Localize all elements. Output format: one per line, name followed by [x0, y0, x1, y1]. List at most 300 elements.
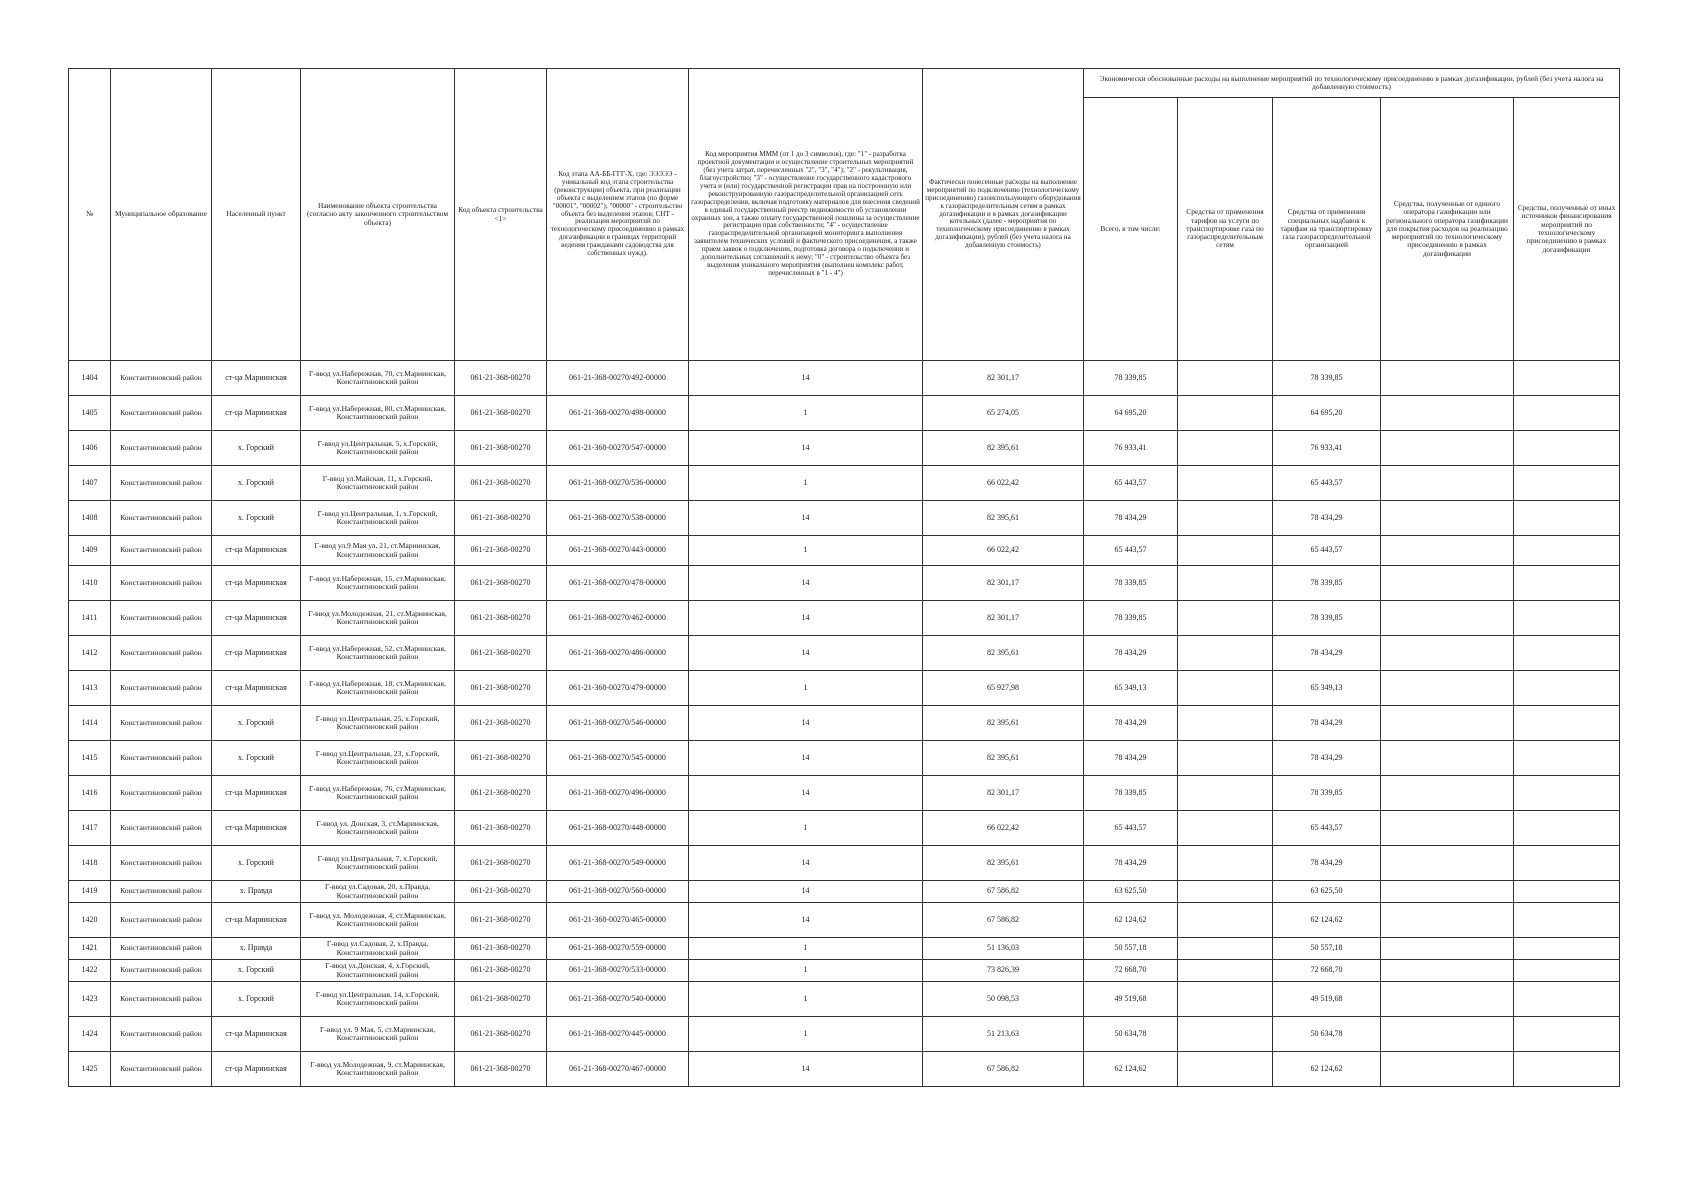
object-name-cell: Г-ввод ул.Центральная, 25, х.Горский, Константиновский район	[301, 706, 455, 741]
settlement-cell: х. Горский	[212, 960, 301, 982]
settlement-cell: х. Горский	[212, 846, 301, 881]
other-sources-cell	[1514, 466, 1620, 501]
table-row	[69, 361, 1620, 396]
tariff-funds-cell	[1178, 776, 1273, 811]
other-sources-cell	[1514, 431, 1620, 466]
municipality-cell: Константиновский район	[111, 601, 212, 636]
actual-costs-cell: 65 927,98	[923, 671, 1084, 706]
activity-code-cell: 14	[689, 846, 923, 881]
special-surcharge-cell: 65 349,13	[1273, 671, 1381, 706]
total-cell: 64 695,20	[1084, 396, 1178, 431]
tariff-funds-cell	[1178, 361, 1273, 396]
col-header-total: Всего, в том числе:	[1084, 98, 1178, 361]
activity-code-cell: 1	[689, 938, 923, 960]
other-sources-cell	[1514, 846, 1620, 881]
activity-code-cell: 14	[689, 741, 923, 776]
other-sources-cell	[1514, 536, 1620, 566]
settlement-cell: ст-ца Мариинская	[212, 396, 301, 431]
settlement-cell: ст-ца Мариинская	[212, 811, 301, 846]
other-sources-cell	[1514, 361, 1620, 396]
tariff-funds-cell	[1178, 536, 1273, 566]
settlement-cell: х. Горский	[212, 431, 301, 466]
object-name-cell: Г-ввод ул.Набережная, 18, ст.Мариинская, Константиновский район	[301, 671, 455, 706]
object-name-cell: Г-ввод ул.Центральная, 14, х.Горский, Константиновский район	[301, 982, 455, 1017]
actual-costs-cell: 82 395,61	[923, 501, 1084, 536]
actual-costs-cell: 82 395,61	[923, 636, 1084, 671]
other-sources-cell	[1514, 960, 1620, 982]
activity-code-cell: 14	[689, 903, 923, 938]
total-cell: 49 519,68	[1084, 982, 1178, 1017]
actual-costs-cell: 67 586,82	[923, 1052, 1084, 1087]
object-name-cell: Г-ввод ул. Молодежная, 4, ст.Мариинская, Константиновский район	[301, 903, 455, 938]
total-cell: 62 124,62	[1084, 903, 1178, 938]
stage-code-cell: 061-21-368-00270/443-00000	[547, 536, 689, 566]
stage-code-cell: 061-21-368-00270/538-00000	[547, 501, 689, 536]
special-surcharge-cell: 78 434,29	[1273, 501, 1381, 536]
special-surcharge-cell: 78 434,29	[1273, 741, 1381, 776]
table-row	[69, 960, 1620, 982]
tariff-funds-cell	[1178, 1052, 1273, 1087]
activity-code-cell: 1	[689, 811, 923, 846]
total-cell: 78 434,29	[1084, 846, 1178, 881]
stage-code-cell: 061-21-368-00270/445-00000	[547, 1017, 689, 1052]
tariff-funds-cell	[1178, 1017, 1273, 1052]
total-cell: 78 434,29	[1084, 741, 1178, 776]
table-row	[69, 846, 1620, 881]
other-sources-cell	[1514, 982, 1620, 1017]
stage-code-cell: 061-21-368-00270/465-00000	[547, 903, 689, 938]
settlement-cell: х. Горский	[212, 466, 301, 501]
row-number-cell: 1416	[69, 776, 111, 811]
municipality-cell: Константиновский район	[111, 566, 212, 601]
stage-code-cell: 061-21-368-00270/496-00000	[547, 776, 689, 811]
object-name-cell: Г-ввод ул.Набережная, 15, ст.Мариинская, Константиновский район	[301, 566, 455, 601]
row-number-cell: 1422	[69, 960, 111, 982]
settlement-cell: ст-ца Мариинская	[212, 903, 301, 938]
total-cell: 65 443,57	[1084, 811, 1178, 846]
actual-costs-cell: 82 301,17	[923, 601, 1084, 636]
special-surcharge-cell: 64 695,20	[1273, 396, 1381, 431]
other-sources-cell	[1514, 1017, 1620, 1052]
col-header-other-sources: Средства, полученные от иных источников финансирования мероприятий по технологическому присоединению в рамках догазификации	[1514, 98, 1620, 361]
col-header-municipality: Муниципальное образование	[111, 69, 212, 361]
stage-code-cell: 061-21-368-00270/478-00000	[547, 566, 689, 601]
activity-code-cell: 14	[689, 1052, 923, 1087]
special-surcharge-cell: 65 443,57	[1273, 811, 1381, 846]
tariff-funds-cell	[1178, 960, 1273, 982]
tariff-funds-cell	[1178, 811, 1273, 846]
municipality-cell: Константиновский район	[111, 431, 212, 466]
stage-code-cell: 061-21-368-00270/546-00000	[547, 706, 689, 741]
municipality-cell: Константиновский район	[111, 636, 212, 671]
stage-code-cell: 061-21-368-00270/536-00000	[547, 466, 689, 501]
special-surcharge-cell: 62 124,62	[1273, 903, 1381, 938]
special-surcharge-cell: 78 339,85	[1273, 566, 1381, 601]
row-number-cell: 1425	[69, 1052, 111, 1087]
col-header-actual-costs: Фактически понесенные расходы на выполнение мероприятий по подключению (технологическому присоединению) газоиспользующего оборудования к газораспределительным сетям в рамках догазификации и в рамках догазификации котельных (далее - мероприятия по технологическому присоединению в рамках догазификации), рублей (без учета налога на добавленную стоимость)	[923, 69, 1084, 361]
object-name-cell: Г-ввод ул.Садовая, 20, х.Правда, Константиновский район	[301, 881, 455, 903]
gasification-costs-table	[68, 68, 1620, 1087]
col-header-object-code: Код объекта строительства <1>	[455, 69, 547, 361]
operator-funds-cell	[1381, 566, 1514, 601]
activity-code-cell: 14	[689, 566, 923, 601]
object-code-cell: 061-21-368-00270	[455, 811, 547, 846]
tariff-funds-cell	[1178, 601, 1273, 636]
actual-costs-cell: 82 395,61	[923, 706, 1084, 741]
activity-code-cell: 14	[689, 776, 923, 811]
stage-code-cell: 061-21-368-00270/540-00000	[547, 982, 689, 1017]
col-header-stage-code: Код этапа АА-ББ-ГГГ-Х, где: ЭЭЭЭЭ - уникальный код этапа строительства (реконструкции) объекта, при реализации объекта с выделением этапов (по форме "00001", "00002"); "00000" - строительство объекта без выделения этапов; СНТ - реализация мероприятий по технологическому присоединению в рамках догазификации в границах территорий ведения гражданами садоводства для собственных нужд).	[547, 69, 689, 361]
tariff-funds-cell	[1178, 706, 1273, 741]
tariff-funds-cell	[1178, 741, 1273, 776]
object-code-cell: 061-21-368-00270	[455, 1052, 547, 1087]
row-number-cell: 1417	[69, 811, 111, 846]
stage-code-cell: 061-21-368-00270/492-00000	[547, 361, 689, 396]
special-surcharge-cell: 78 339,85	[1273, 361, 1381, 396]
settlement-cell: ст-ца Мариинская	[212, 1052, 301, 1087]
table-row	[69, 741, 1620, 776]
total-cell: 78 339,85	[1084, 361, 1178, 396]
operator-funds-cell	[1381, 846, 1514, 881]
other-sources-cell	[1514, 566, 1620, 601]
total-cell: 78 339,85	[1084, 566, 1178, 601]
operator-funds-cell	[1381, 982, 1514, 1017]
row-number-cell: 1414	[69, 706, 111, 741]
actual-costs-cell: 82 395,61	[923, 431, 1084, 466]
total-cell: 50 557,18	[1084, 938, 1178, 960]
tariff-funds-cell	[1178, 903, 1273, 938]
row-number-cell: 1405	[69, 396, 111, 431]
other-sources-cell	[1514, 706, 1620, 741]
actual-costs-cell: 65 274,05	[923, 396, 1084, 431]
table-body	[69, 361, 1620, 1087]
operator-funds-cell	[1381, 396, 1514, 431]
row-number-cell: 1407	[69, 466, 111, 501]
row-number-cell: 1413	[69, 671, 111, 706]
operator-funds-cell	[1381, 811, 1514, 846]
object-name-cell: Г-ввод ул. Донская, 3, ст.Мариинская, Константиновский район	[301, 811, 455, 846]
object-code-cell: 061-21-368-00270	[455, 1017, 547, 1052]
municipality-cell: Константиновский район	[111, 1052, 212, 1087]
table-row	[69, 431, 1620, 466]
object-name-cell: Г-ввод ул.Набережная, 52, ст.Мариинская, Константиновский район	[301, 636, 455, 671]
settlement-cell: ст-ца Мариинская	[212, 1017, 301, 1052]
object-name-cell: Г-ввод ул.Молодежная, 9, ст.Мариинская, Константиновский район	[301, 1052, 455, 1087]
stage-code-cell: 061-21-368-00270/486-00000	[547, 636, 689, 671]
object-code-cell: 061-21-368-00270	[455, 671, 547, 706]
object-name-cell: Г-ввод ул.Центральная, 23, х.Горский, Константиновский район	[301, 741, 455, 776]
operator-funds-cell	[1381, 361, 1514, 396]
municipality-cell: Константиновский район	[111, 903, 212, 938]
operator-funds-cell	[1381, 903, 1514, 938]
tariff-funds-cell	[1178, 982, 1273, 1017]
table-row	[69, 536, 1620, 566]
tariff-funds-cell	[1178, 466, 1273, 501]
col-header-num: №	[69, 69, 111, 361]
activity-code-cell: 14	[689, 601, 923, 636]
actual-costs-cell: 82 301,17	[923, 566, 1084, 601]
actual-costs-cell: 82 395,61	[923, 741, 1084, 776]
stage-code-cell: 061-21-368-00270/462-00000	[547, 601, 689, 636]
total-cell: 78 339,85	[1084, 776, 1178, 811]
object-name-cell: Г-ввод ул. 9 Мая, 5, ст.Мариинская, Константиновский район	[301, 1017, 455, 1052]
settlement-cell: ст-ца Мариинская	[212, 636, 301, 671]
activity-code-cell: 1	[689, 1017, 923, 1052]
other-sources-cell	[1514, 601, 1620, 636]
object-code-cell: 061-21-368-00270	[455, 431, 547, 466]
row-number-cell: 1411	[69, 601, 111, 636]
activity-code-cell: 1	[689, 466, 923, 501]
activity-code-cell: 1	[689, 960, 923, 982]
operator-funds-cell	[1381, 1017, 1514, 1052]
object-code-cell: 061-21-368-00270	[455, 466, 547, 501]
settlement-cell: ст-ца Мариинская	[212, 566, 301, 601]
col-group-header-economic-costs: Экономически обоснованные расходы на выполнение мероприятий по технологическому присоединению в рамках догазификации, рублей (без учета налога на добавленную стоимость)	[1084, 69, 1620, 98]
municipality-cell: Константиновский район	[111, 741, 212, 776]
row-number-cell: 1409	[69, 536, 111, 566]
object-name-cell: Г-ввод ул.Садовая, 2, х.Правда, Константиновский район	[301, 938, 455, 960]
settlement-cell: ст-ца Мариинская	[212, 671, 301, 706]
activity-code-cell: 1	[689, 982, 923, 1017]
other-sources-cell	[1514, 1052, 1620, 1087]
special-surcharge-cell: 50 634,78	[1273, 1017, 1381, 1052]
operator-funds-cell	[1381, 536, 1514, 566]
object-name-cell: Г-ввод ул.Молодежная, 21, ст.Мариинская, Константиновский район	[301, 601, 455, 636]
table-header	[69, 69, 1620, 361]
tariff-funds-cell	[1178, 396, 1273, 431]
table-row	[69, 982, 1620, 1017]
object-code-cell: 061-21-368-00270	[455, 881, 547, 903]
municipality-cell: Константиновский район	[111, 938, 212, 960]
object-code-cell: 061-21-368-00270	[455, 982, 547, 1017]
stage-code-cell: 061-21-368-00270/560-00000	[547, 881, 689, 903]
activity-code-cell: 1	[689, 536, 923, 566]
activity-code-cell: 14	[689, 881, 923, 903]
actual-costs-cell: 73 826,39	[923, 960, 1084, 982]
stage-code-cell: 061-21-368-00270/479-00000	[547, 671, 689, 706]
municipality-cell: Константиновский район	[111, 706, 212, 741]
municipality-cell: Константиновский район	[111, 811, 212, 846]
table-row	[69, 671, 1620, 706]
municipality-cell: Константиновский район	[111, 501, 212, 536]
operator-funds-cell	[1381, 776, 1514, 811]
table-row	[69, 811, 1620, 846]
table-row	[69, 396, 1620, 431]
municipality-cell: Константиновский район	[111, 671, 212, 706]
activity-code-cell: 14	[689, 636, 923, 671]
actual-costs-cell: 50 098,53	[923, 982, 1084, 1017]
actual-costs-cell: 51 213,63	[923, 1017, 1084, 1052]
other-sources-cell	[1514, 396, 1620, 431]
object-code-cell: 061-21-368-00270	[455, 396, 547, 431]
special-surcharge-cell: 65 443,57	[1273, 466, 1381, 501]
row-number-cell: 1421	[69, 938, 111, 960]
stage-code-cell: 061-21-368-00270/559-00000	[547, 938, 689, 960]
activity-code-cell: 14	[689, 706, 923, 741]
other-sources-cell	[1514, 881, 1620, 903]
municipality-cell: Константиновский район	[111, 396, 212, 431]
table-row	[69, 466, 1620, 501]
object-code-cell: 061-21-368-00270	[455, 566, 547, 601]
stage-code-cell: 061-21-368-00270/498-00000	[547, 396, 689, 431]
actual-costs-cell: 82 301,17	[923, 776, 1084, 811]
table-row	[69, 881, 1620, 903]
object-name-cell: Г-ввод ул.Донская, 4, х.Горский, Константиновский район	[301, 960, 455, 982]
settlement-cell: х. Правда	[212, 881, 301, 903]
special-surcharge-cell: 78 434,29	[1273, 706, 1381, 741]
special-surcharge-cell: 78 339,85	[1273, 601, 1381, 636]
register-sheet	[68, 68, 1620, 1087]
row-number-cell: 1424	[69, 1017, 111, 1052]
object-code-cell: 061-21-368-00270	[455, 960, 547, 982]
object-name-cell: Г-ввод ул.Центральная, 1, х.Горский, Константиновский район	[301, 501, 455, 536]
special-surcharge-cell: 76 933,41	[1273, 431, 1381, 466]
tariff-funds-cell	[1178, 501, 1273, 536]
operator-funds-cell	[1381, 601, 1514, 636]
settlement-cell: ст-ца Мариинская	[212, 776, 301, 811]
special-surcharge-cell: 49 519,68	[1273, 982, 1381, 1017]
activity-code-cell: 14	[689, 431, 923, 466]
object-code-cell: 061-21-368-00270	[455, 636, 547, 671]
object-code-cell: 061-21-368-00270	[455, 776, 547, 811]
activity-code-cell: 1	[689, 671, 923, 706]
special-surcharge-cell: 72 668,70	[1273, 960, 1381, 982]
actual-costs-cell: 82 395,61	[923, 846, 1084, 881]
row-number-cell: 1420	[69, 903, 111, 938]
municipality-cell: Константиновский район	[111, 361, 212, 396]
tariff-funds-cell	[1178, 671, 1273, 706]
other-sources-cell	[1514, 501, 1620, 536]
special-surcharge-cell: 78 339,85	[1273, 776, 1381, 811]
activity-code-cell: 1	[689, 396, 923, 431]
municipality-cell: Константиновский район	[111, 881, 212, 903]
total-cell: 65 443,57	[1084, 536, 1178, 566]
actual-costs-cell: 51 136,03	[923, 938, 1084, 960]
other-sources-cell	[1514, 938, 1620, 960]
row-number-cell: 1415	[69, 741, 111, 776]
stage-code-cell: 061-21-368-00270/448-00000	[547, 811, 689, 846]
settlement-cell: х. Горский	[212, 706, 301, 741]
object-code-cell: 061-21-368-00270	[455, 601, 547, 636]
table-row	[69, 601, 1620, 636]
total-cell: 65 349,13	[1084, 671, 1178, 706]
table-row	[69, 776, 1620, 811]
object-name-cell: Г-ввод ул.Набережная, 70, ст.Мариинская, Константиновский район	[301, 361, 455, 396]
object-code-cell: 061-21-368-00270	[455, 536, 547, 566]
settlement-cell: х. Горский	[212, 501, 301, 536]
total-cell: 65 443,57	[1084, 466, 1178, 501]
object-code-cell: 061-21-368-00270	[455, 706, 547, 741]
other-sources-cell	[1514, 811, 1620, 846]
col-header-settlement: Населенный пункт	[212, 69, 301, 361]
stage-code-cell: 061-21-368-00270/545-00000	[547, 741, 689, 776]
operator-funds-cell	[1381, 960, 1514, 982]
operator-funds-cell	[1381, 741, 1514, 776]
object-name-cell: Г-ввод ул.Майская, 11, х.Горский, Константиновский район	[301, 466, 455, 501]
object-name-cell: Г-ввод ул.Набережная, 80, ст.Мариинская, Константиновский район	[301, 396, 455, 431]
row-number-cell: 1412	[69, 636, 111, 671]
row-number-cell: 1408	[69, 501, 111, 536]
table-row	[69, 1017, 1620, 1052]
special-surcharge-cell: 78 434,29	[1273, 846, 1381, 881]
row-number-cell: 1410	[69, 566, 111, 601]
object-code-cell: 061-21-368-00270	[455, 501, 547, 536]
actual-costs-cell: 67 586,82	[923, 881, 1084, 903]
tariff-funds-cell	[1178, 846, 1273, 881]
operator-funds-cell	[1381, 1052, 1514, 1087]
other-sources-cell	[1514, 741, 1620, 776]
tariff-funds-cell	[1178, 431, 1273, 466]
row-number-cell: 1404	[69, 361, 111, 396]
municipality-cell: Константиновский район	[111, 536, 212, 566]
operator-funds-cell	[1381, 938, 1514, 960]
municipality-cell: Константиновский район	[111, 982, 212, 1017]
tariff-funds-cell	[1178, 636, 1273, 671]
settlement-cell: х. Горский	[212, 982, 301, 1017]
operator-funds-cell	[1381, 706, 1514, 741]
other-sources-cell	[1514, 636, 1620, 671]
municipality-cell: Константиновский район	[111, 466, 212, 501]
operator-funds-cell	[1381, 636, 1514, 671]
actual-costs-cell: 66 022,42	[923, 466, 1084, 501]
activity-code-cell: 14	[689, 501, 923, 536]
other-sources-cell	[1514, 671, 1620, 706]
object-name-cell: Г-ввод ул.Набережная, 76, ст.Мариинская, Константиновский район	[301, 776, 455, 811]
total-cell: 50 634,78	[1084, 1017, 1178, 1052]
tariff-funds-cell	[1178, 566, 1273, 601]
operator-funds-cell	[1381, 501, 1514, 536]
total-cell: 78 434,29	[1084, 636, 1178, 671]
operator-funds-cell	[1381, 881, 1514, 903]
total-cell: 78 434,29	[1084, 501, 1178, 536]
operator-funds-cell	[1381, 671, 1514, 706]
table-row	[69, 566, 1620, 601]
table-row	[69, 903, 1620, 938]
stage-code-cell: 061-21-368-00270/547-00000	[547, 431, 689, 466]
special-surcharge-cell: 65 443,57	[1273, 536, 1381, 566]
table-row	[69, 938, 1620, 960]
object-name-cell: Г-ввод ул.Центральная, 5, х.Горский, Константиновский район	[301, 431, 455, 466]
row-number-cell: 1418	[69, 846, 111, 881]
total-cell: 78 339,85	[1084, 601, 1178, 636]
actual-costs-cell: 67 586,82	[923, 903, 1084, 938]
tariff-funds-cell	[1178, 938, 1273, 960]
activity-code-cell: 14	[689, 361, 923, 396]
stage-code-cell: 061-21-368-00270/549-00000	[547, 846, 689, 881]
special-surcharge-cell: 50 557,18	[1273, 938, 1381, 960]
object-code-cell: 061-21-368-00270	[455, 361, 547, 396]
special-surcharge-cell: 63 625,50	[1273, 881, 1381, 903]
municipality-cell: Константиновский район	[111, 846, 212, 881]
object-name-cell: Г-ввод ул.9 Мая ул, 21, ст.Мариинская, Константиновский район	[301, 536, 455, 566]
other-sources-cell	[1514, 903, 1620, 938]
municipality-cell: Константиновский район	[111, 1017, 212, 1052]
object-code-cell: 061-21-368-00270	[455, 846, 547, 881]
col-header-special-surcharge: Средства от применения специальных надбавок к тарифам на транспортировку газа газораспределительной организацией	[1273, 98, 1381, 361]
actual-costs-cell: 66 022,42	[923, 536, 1084, 566]
total-cell: 76 933,41	[1084, 431, 1178, 466]
settlement-cell: х. Горский	[212, 741, 301, 776]
other-sources-cell	[1514, 776, 1620, 811]
stage-code-cell: 061-21-368-00270/467-00000	[547, 1052, 689, 1087]
object-name-cell: Г-ввод ул.Центральная, 7, х.Горский, Константиновский район	[301, 846, 455, 881]
settlement-cell: ст-ца Мариинская	[212, 536, 301, 566]
settlement-cell: х. Правда	[212, 938, 301, 960]
table-row	[69, 706, 1620, 741]
actual-costs-cell: 82 301,17	[923, 361, 1084, 396]
col-header-tariff-funds: Средства от применения тарифов на услуги по транспортировке газа по газораспределительным сетям	[1178, 98, 1273, 361]
stage-code-cell: 061-21-368-00270/533-00000	[547, 960, 689, 982]
